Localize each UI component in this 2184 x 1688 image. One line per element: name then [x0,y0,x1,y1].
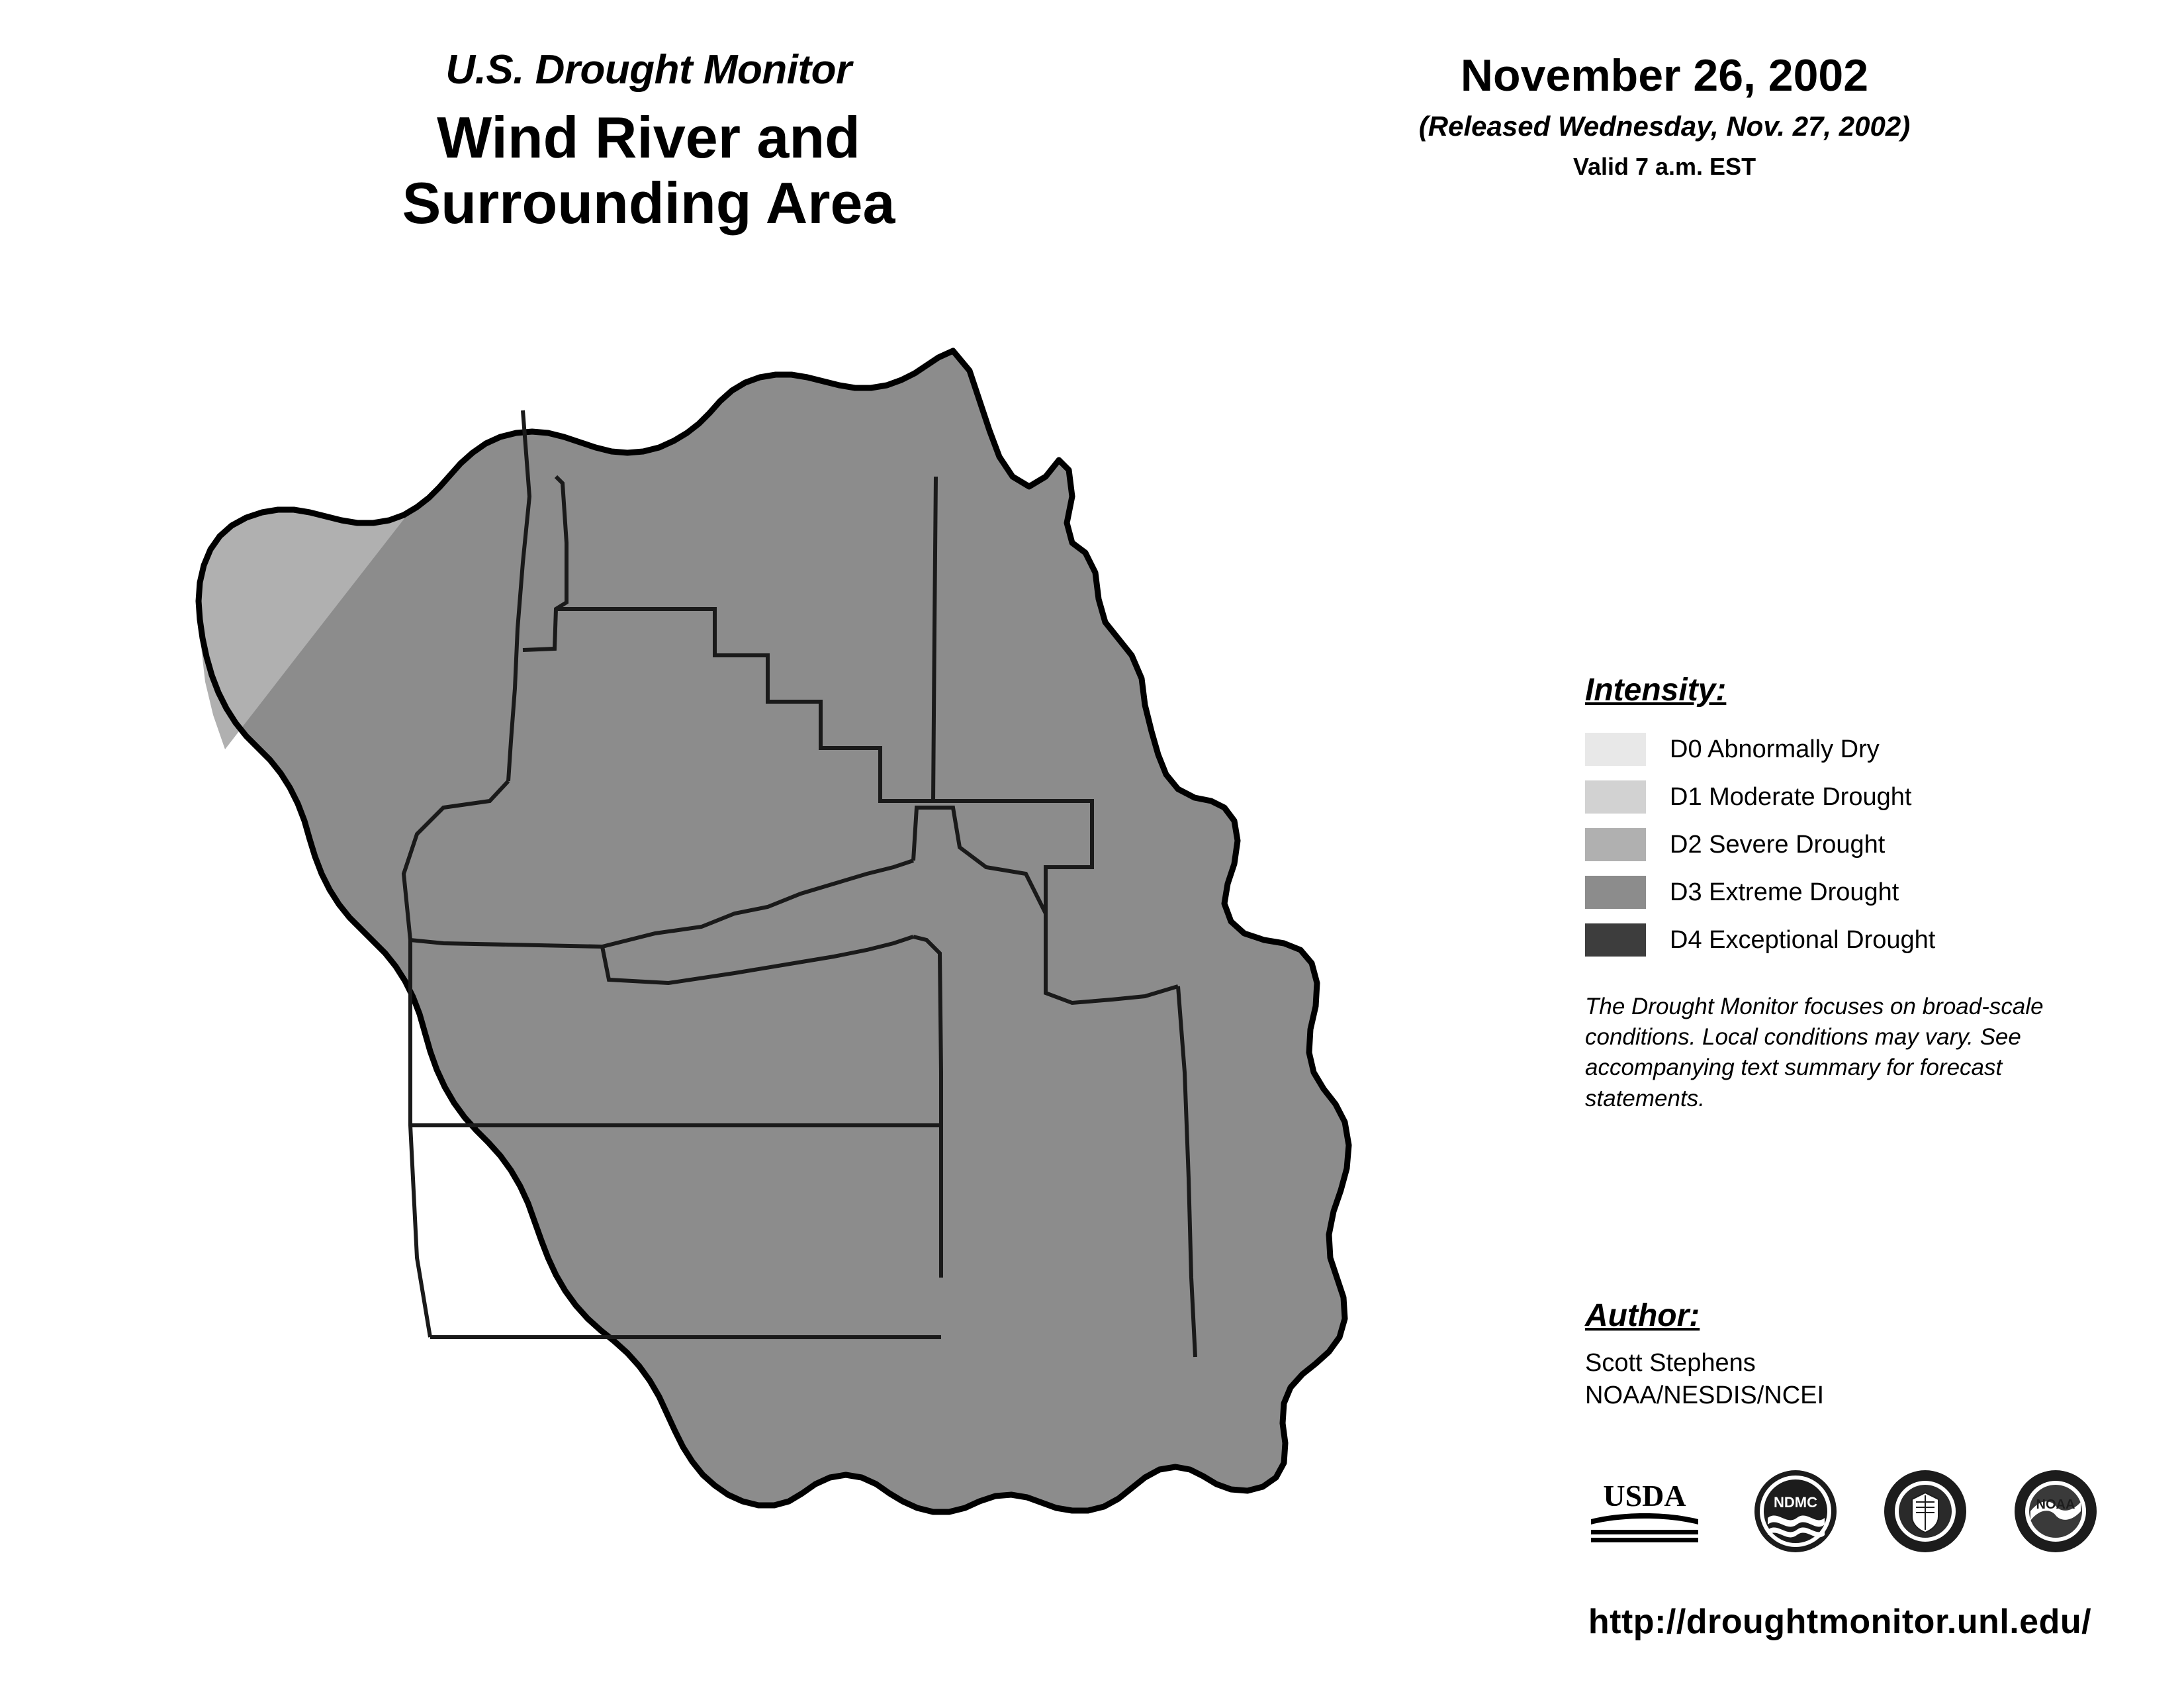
header-date-block [1324,50,2005,180]
map-date: November 26, 2002 [1460,50,1869,101]
legend-item-d4 [1585,916,2088,964]
ndmc-logo [1753,1469,1838,1557]
legend-label-d0: D0 Abnormally Dry [1670,735,1880,763]
program-name: U.S. Drought Monitor [445,47,852,93]
legend-item-d0 [1585,726,2088,773]
header-title-block [251,47,1046,236]
page-title-line1: Wind River and [437,105,860,170]
svg-text:USDA: USDA [1603,1478,1686,1513]
legend-label-d1: D1 Moderate Drought [1670,782,1912,811]
legend-item-d3 [1585,868,2088,916]
page-title-line2: Surrounding Area [402,169,895,236]
drought-map [99,344,1489,1642]
usdoc-logo [1883,1469,1968,1557]
legend-note: The Drought Monitor focuses on broad-scale conditions. Local conditions may vary. See accompanying text summary for forecast statements. [1585,994,2044,1111]
legend-item-d1 [1585,773,2088,821]
svg-text:NOAA: NOAA [2036,1497,2075,1512]
noaa-logo [2013,1469,2098,1557]
legend-swatch-d3 [1585,876,1646,909]
author-block [1585,1297,2088,1411]
usda-logo [1582,1472,1707,1554]
legend-label-d4: D4 Exceptional Drought [1670,925,1936,954]
legend-swatch-d4 [1585,923,1646,957]
footer-url-link[interactable]: http://droughtmonitor.unl.edu/ [1588,1603,2092,1641]
page-title [251,105,1046,236]
legend-swatch-d2 [1585,828,1646,861]
legend-heading: Intensity: [1585,673,1727,708]
svg-text:NDMC: NDMC [1773,1493,1817,1511]
logo-row [1582,1463,2098,1562]
legend-label-d2: D2 Severe Drought [1670,830,1886,859]
legend-swatch-d0 [1585,733,1646,766]
legend-label-d3: D3 Extreme Drought [1670,878,1899,906]
legend-panel [1585,672,2088,1114]
legend-item-d2 [1585,821,2088,868]
release-date: (Released Wednesday, Nov. 27, 2002) [1418,111,1911,142]
legend-swatch-d1 [1585,780,1646,814]
author-affiliation: NOAA/NESDIS/NCEI [1585,1381,1825,1409]
valid-time: Valid 7 a.m. EST [1572,153,1756,180]
author-heading: Author: [1585,1298,1700,1333]
author-name: Scott Stephens [1585,1349,1756,1377]
